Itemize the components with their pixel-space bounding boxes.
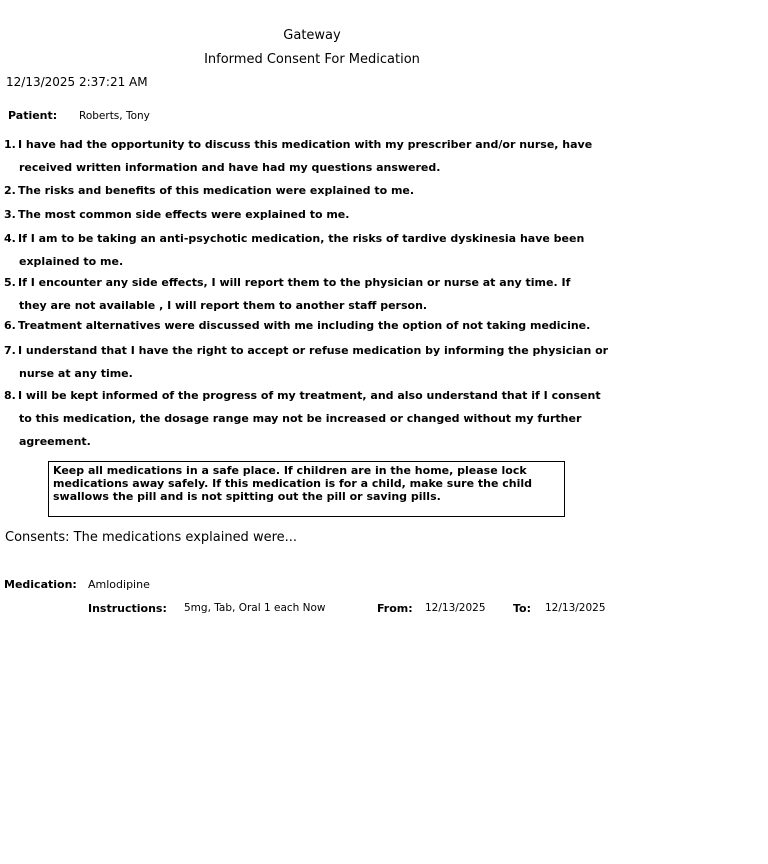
item-line: If I am to be taking an anti-psychotic medication, the risks of tardive dyskinesia have been bbox=[18, 232, 585, 245]
consent-item-5 bbox=[4, 271, 624, 317]
item-number: 2. bbox=[4, 184, 16, 197]
item-number: 3. bbox=[4, 208, 16, 221]
consent-item-4 bbox=[4, 227, 624, 273]
notice-line: medications away safely. If this medication is for a child, make sure the child bbox=[53, 477, 533, 490]
consent-item-2 bbox=[4, 179, 624, 202]
consent-item-1 bbox=[4, 133, 624, 179]
item-number: 8. bbox=[4, 389, 16, 402]
from-date: 12/13/2025 bbox=[425, 602, 486, 614]
to-date: 12/13/2025 bbox=[545, 602, 606, 614]
patient-name: Roberts, Tony bbox=[79, 110, 150, 122]
page-title: Informed Consent For Medication bbox=[204, 52, 420, 67]
item-number: 6. bbox=[4, 319, 16, 332]
item-line: I will be kept informed of the progress of my treatment, and also understand that if I consent bbox=[18, 389, 601, 402]
consent-item-6 bbox=[4, 314, 624, 337]
item-number: 7. bbox=[4, 344, 16, 357]
from-label: From: bbox=[377, 602, 413, 615]
medication-name: Amlodipine bbox=[88, 578, 150, 591]
consent-item-3 bbox=[4, 203, 624, 226]
item-line: explained to me. bbox=[19, 255, 124, 268]
item-line: The most common side effects were explained to me. bbox=[18, 208, 350, 221]
organization-name: Gateway bbox=[283, 28, 341, 43]
item-number: 5. bbox=[4, 276, 16, 289]
medication-label: Medication: bbox=[4, 578, 77, 591]
consent-item-8 bbox=[4, 384, 624, 453]
timestamp: 12/13/2025 2:37:21 AM bbox=[6, 75, 148, 89]
instructions-label: Instructions: bbox=[88, 602, 167, 615]
consent-item-7 bbox=[4, 339, 624, 385]
instructions-value: 5mg, Tab, Oral 1 each Now bbox=[184, 602, 326, 614]
item-number: 1. bbox=[4, 138, 16, 151]
notice-line: swallows the pill and is not spitting out the pill or saving pills. bbox=[53, 490, 441, 503]
item-line: they are not available , I will report them to another staff person. bbox=[19, 299, 428, 312]
item-line: I have had the opportunity to discuss this medication with my prescriber and/or nurse, have bbox=[18, 138, 593, 151]
patient-label: Patient: bbox=[8, 109, 58, 122]
item-line: Treatment alternatives were discussed with me including the option of not taking medicine. bbox=[18, 319, 591, 332]
safety-notice-box bbox=[48, 461, 565, 517]
item-line: The risks and benefits of this medication were explained to me. bbox=[18, 184, 415, 197]
item-line: received written information and have had my questions answered. bbox=[19, 161, 441, 174]
notice-line: Keep all medications in a safe place. If children are in the home, please lock bbox=[53, 464, 527, 477]
item-line: nurse at any time. bbox=[19, 367, 133, 380]
item-number: 4. bbox=[4, 232, 16, 245]
item-line: agreement. bbox=[19, 435, 91, 448]
item-line: I understand that I have the right to accept or refuse medication by informing the physician or bbox=[18, 344, 609, 357]
consents-heading: Consents: The medications explained were... bbox=[5, 530, 298, 545]
item-line: to this medication, the dosage range may not be increased or changed without my further bbox=[19, 412, 582, 425]
to-label: To: bbox=[513, 602, 531, 615]
item-line: If I encounter any side effects, I will report them to the physician or nurse at any time. If bbox=[18, 276, 571, 289]
